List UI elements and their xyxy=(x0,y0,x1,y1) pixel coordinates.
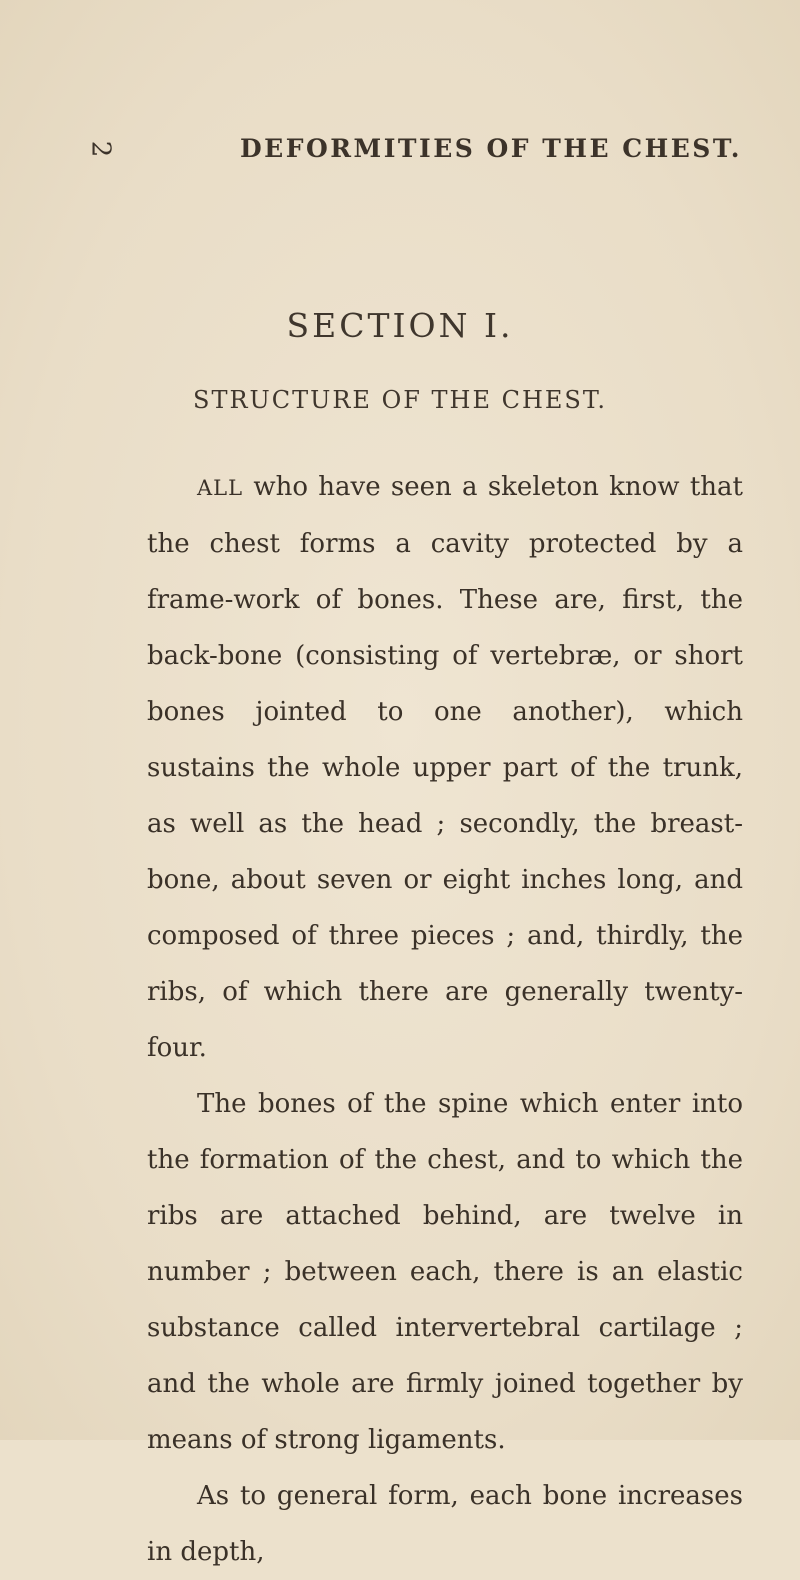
paragraph-3: As to general form, each bone increases in depth, xyxy=(147,1481,743,1567)
section-heading: SECTION I. xyxy=(286,306,514,345)
body-text xyxy=(147,459,743,1580)
paragraph-1-text: who have seen a skeleton know that the chest forms a cavity protected by a frame-work of bones. These are, first, the back-bone (consisting of vertebræ, or short bones jointed to one another), which sustains the whole upper part of the trunk, as well as the head ; secondly, the breast-bone, about seven or eight inches long, and composed of three pieces ; and, thirdly, the ribs, of which there are generally twenty-four. xyxy=(147,472,743,1063)
running-head xyxy=(0,128,800,168)
paragraph-1-lead: ALL xyxy=(197,476,244,500)
paragraph-1 xyxy=(147,459,743,1076)
paragraph-2: The bones of the spine which enter into the formation of the chest, and to which the ribs are attached behind, are twelve in number ; between each, there is an elastic substance called intervertebral cartilage ; and the whole are firmly joined together by means of strong ligaments. xyxy=(147,1089,743,1455)
running-title: DEFORMITIES OF THE CHEST. xyxy=(240,134,742,163)
section-subheading: STRUCTURE OF THE CHEST. xyxy=(193,386,607,414)
page-number: 2 xyxy=(85,140,116,158)
